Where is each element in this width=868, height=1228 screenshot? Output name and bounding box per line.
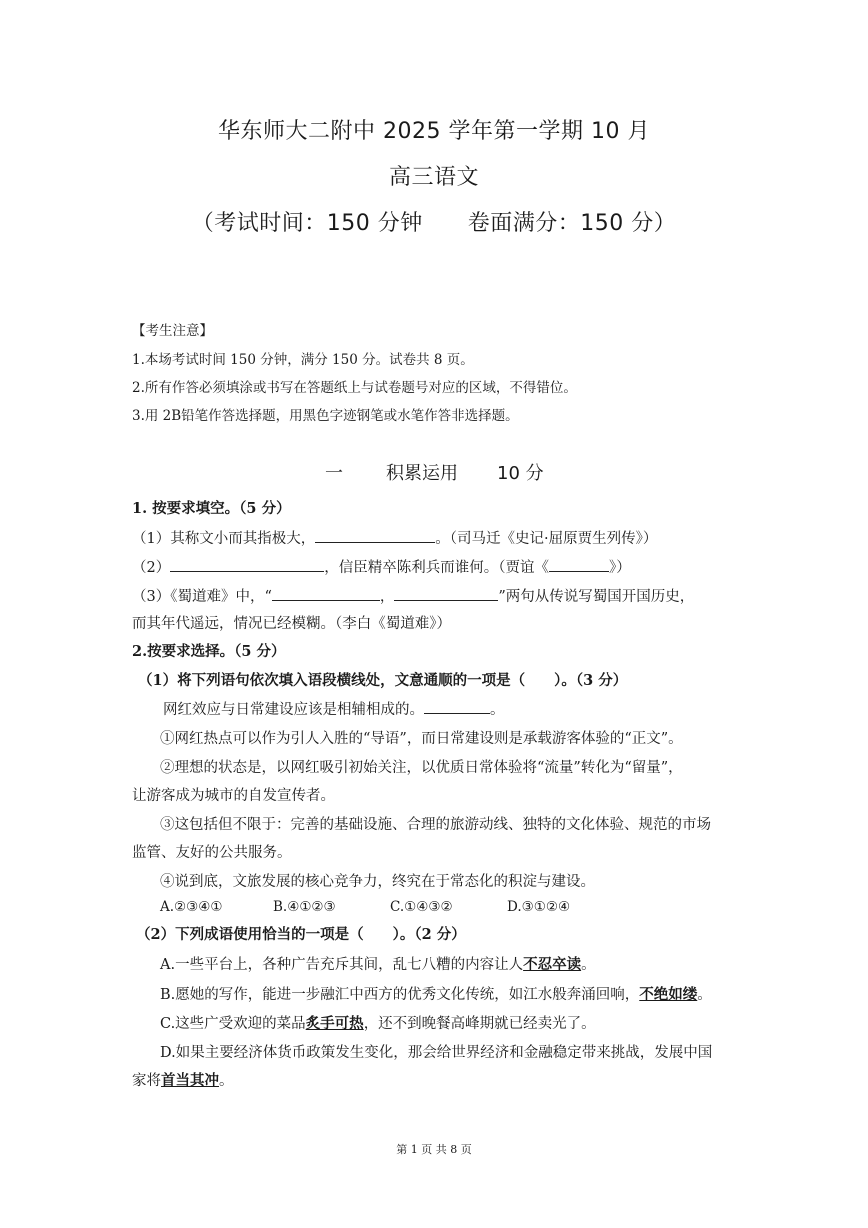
choice-b-end: 。	[697, 987, 712, 1003]
question-1-part-1	[132, 527, 657, 548]
answer-blank[interactable]	[394, 586, 498, 601]
choice-a-end: 。	[581, 957, 596, 973]
sentence-1: ①网红热点可以作为引人入胜的“导语”，而日常建设则是承载游客体验的“正文”。	[160, 731, 683, 747]
answer-blank[interactable]	[424, 699, 490, 714]
notice-item: 1.本场考试时间 150 分钟，满分 150 分。试卷共 8 页。	[132, 352, 474, 368]
notice-item: 2.所有作答必须填涂或书写在答题纸上与试卷题号对应的区域，不得错位。	[132, 380, 577, 396]
q1-p2-label: （2）	[132, 560, 171, 576]
question-1-part-2	[132, 556, 631, 577]
q1-p3-desc: ”两句从传说写蜀国开国历史，	[498, 589, 695, 605]
question-1-part-3-cont: 而其年代遥远，情况已经模糊。（李白《蜀道难》）	[132, 616, 451, 632]
q1-p3-comma: ，	[379, 589, 395, 605]
exam-info: （考试时间：150 分钟 卷面满分：150 分）	[191, 211, 677, 236]
sentence-3-cont: 监管、友好的公共服务。	[132, 845, 292, 861]
section-name: 积累运用	[386, 463, 458, 484]
page-number: 第 1 页 共 8 页	[396, 1143, 472, 1156]
choice-d-idiom: 首当其冲	[161, 1072, 219, 1089]
question-1-heading: 1. 按要求填空。（5 分）	[132, 500, 291, 517]
q1-p2-close: 》）	[608, 560, 631, 576]
q1-p1-source: 。（司马迁《史记·屈原贾生列传》）	[435, 531, 658, 547]
answer-blank[interactable]	[272, 586, 380, 601]
answer-blank[interactable]	[315, 528, 435, 543]
sentence-2-cont: 让游客成为城市的自发宣传者。	[132, 788, 335, 804]
choice-a-idiom: 不忍卒读	[523, 956, 582, 973]
choice-c-idiom: 炙手可热	[305, 1015, 364, 1032]
sentence-2: ②理想的状态是，以网红吸引初始关注，以优质日常体验将“流量”转化为“留量”，	[160, 760, 683, 776]
question-1-part-3	[132, 585, 694, 606]
prompt-period: 。	[490, 702, 505, 718]
sentence-3: ③这包括但不限于：完善的基础设施、合理的旅游动线、独特的文化体验、规范的市场	[160, 817, 711, 833]
option-d[interactable]: D.③①②④	[507, 899, 571, 915]
question-2-1-prompt	[163, 698, 505, 719]
sentence-4: ④说到底，文旅发展的核心竞争力，终究在于常态化的积淀与建设。	[160, 874, 595, 890]
question-2-1-stem: （1）将下列语句依次填入语段横线处，文意通顺的一项是（ ）。（3 分）	[138, 672, 628, 689]
choice-d-cont	[132, 1069, 234, 1090]
choice-c-text: C.这些广受欢迎的菜品	[160, 1016, 306, 1032]
choice-b-idiom: 不绝如缕	[639, 986, 698, 1003]
question-2-2-stem: （2）下列成语使用恰当的一项是（ ）。（2 分）	[136, 926, 466, 943]
choice-b[interactable]	[160, 983, 712, 1004]
exam-title: 华东师大二附中 2025 学年第一学期 10 月	[218, 119, 650, 144]
option-a[interactable]: A.②③④①	[160, 899, 223, 915]
notice-heading: 【考生注意】	[132, 323, 213, 339]
choice-a[interactable]	[160, 953, 596, 974]
q1-p1-text: （1）其称文小而其指极大，	[132, 531, 316, 547]
choice-c-end: ，还不到晚餐高峰期就已经卖光了。	[363, 1016, 596, 1032]
choice-d[interactable]: D.如果主要经济体货币政策发生变化，那会给世界经济和金融稳定带来挑战，发展中国	[160, 1045, 713, 1061]
choice-d-text: 家将	[132, 1073, 161, 1089]
question-2-heading: 2.按要求选择。（5 分）	[132, 643, 286, 660]
section-score: 10 分	[497, 463, 544, 484]
choice-a-text: A.一些平台上，各种广告充斥其间，乱七八糟的内容让人	[160, 957, 524, 973]
answer-blank[interactable]	[549, 557, 609, 572]
notice-item: 3.用 2B铅笔作答选择题，用黑色字迹钢笔或水笔作答非选择题。	[132, 408, 519, 424]
section-number: 一	[325, 463, 343, 484]
choice-c[interactable]	[160, 1012, 596, 1033]
q1-p3-text: （3）《蜀道难》中，“	[132, 589, 272, 605]
q1-p2-text: ，信臣精卒陈利兵而谁何。（贾谊《	[324, 560, 549, 576]
choice-d-end: 。	[219, 1073, 234, 1089]
option-c[interactable]: C.①④③②	[390, 899, 453, 915]
subject-title: 高三语文	[388, 165, 479, 190]
option-b[interactable]: B.④①②③	[273, 899, 336, 915]
answer-blank[interactable]	[170, 557, 324, 572]
choice-b-text: B.愿她的写作，能进一步融汇中西方的优秀文化传统，如江水般奔涌回响，	[160, 987, 640, 1003]
prompt-text: 网红效应与日常建设应该是相辅相成的。	[163, 702, 424, 718]
